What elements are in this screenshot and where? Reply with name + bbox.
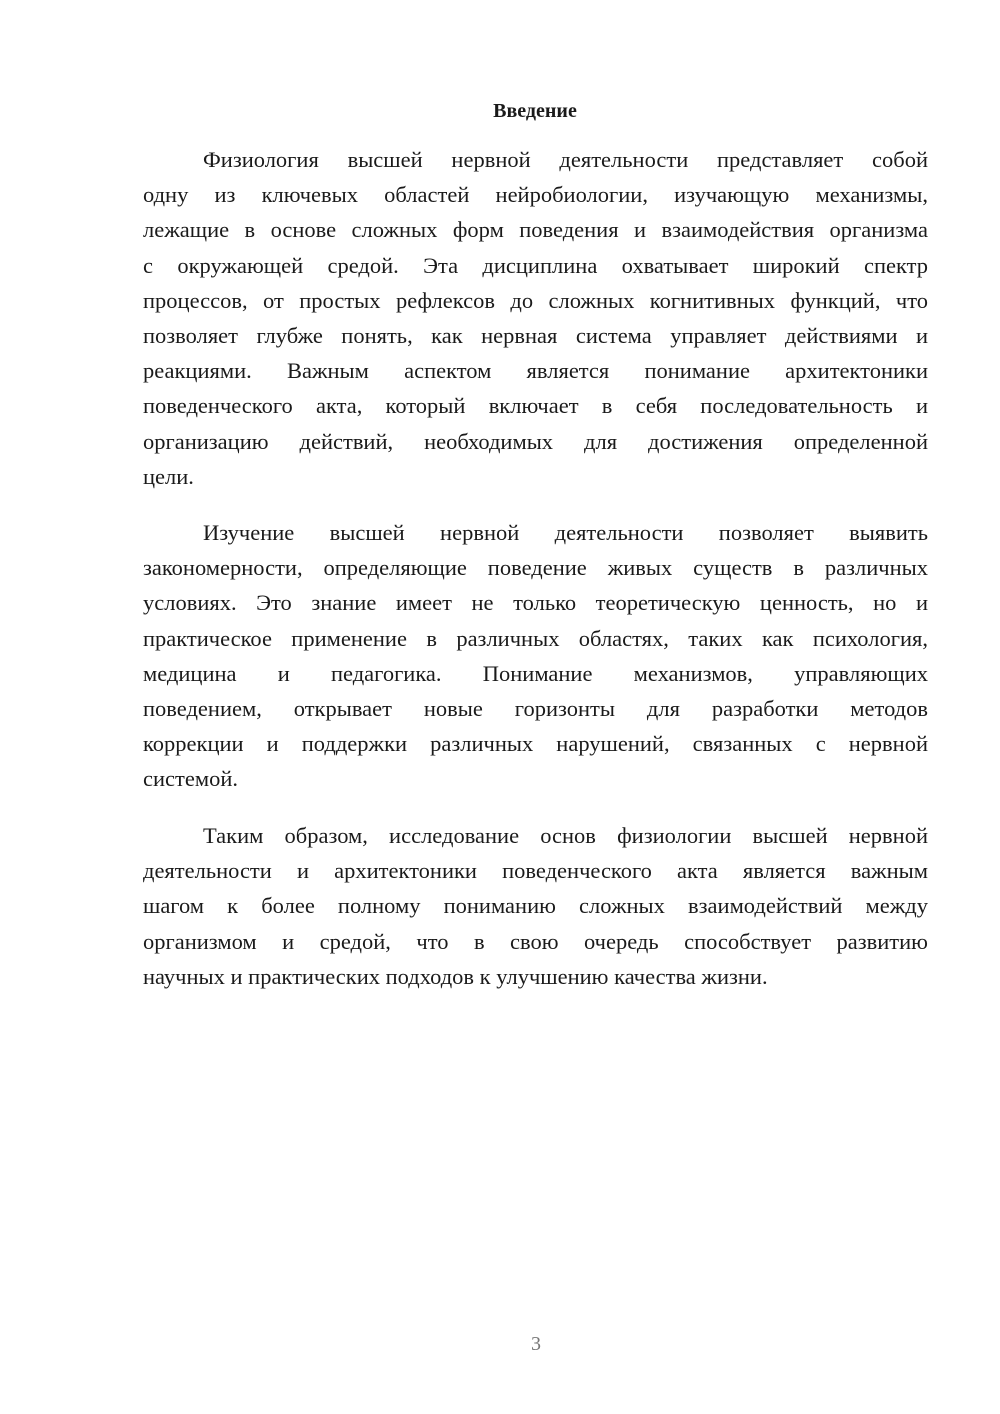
text-line: Физиология высшей нервной деятельности представляет собой xyxy=(203,147,928,172)
text-line: цели. xyxy=(143,463,194,489)
text-line: шагом к более полному пониманию сложных взаимодействий между xyxy=(143,893,928,919)
text-line: деятельности и архитектоники поведенческого акта является важным xyxy=(143,858,928,884)
text-line: лежащие в основе сложных форм поведения и взаимодействия организма xyxy=(143,217,928,243)
paragraph-1 xyxy=(143,142,928,494)
text-line: поведенческого акта, который включает в себя последовательность и xyxy=(143,393,928,419)
paragraph-2 xyxy=(143,515,928,797)
text-line: процессов, от простых рефлексов до сложных когнитивных функций, что xyxy=(143,287,928,313)
text-line: с окружающей средой. Эта дисциплина охватывает широкий спектр xyxy=(143,252,928,278)
text-line: системой. xyxy=(143,766,238,792)
text-line: Таким образом, исследование основ физиологии высшей нервной xyxy=(203,823,928,848)
text-line: позволяет глубже понять, как нервная система управляет действиями и xyxy=(143,322,928,348)
text-line: реакциями. Важным аспектом является понимание архитектоники xyxy=(143,358,928,384)
text-line: научных и практических подходов к улучшению качества жизни. xyxy=(143,963,768,989)
text-line: организацию действий, необходимых для достижения определенной xyxy=(143,428,928,454)
text-line: коррекции и поддержки различных нарушений, связанных с нервной xyxy=(143,731,928,757)
text-line: закономерности, определяющие поведение живых существ в различных xyxy=(143,555,928,581)
text-line: одну из ключевых областей нейробиологии, изучающую механизмы, xyxy=(143,182,928,208)
text-line: условиях. Это знание имеет не только теоретическую ценность, но и xyxy=(143,590,928,616)
paragraph-3 xyxy=(143,818,928,994)
text-line: медицина и педагогика. Понимание механизмов, управляющих xyxy=(143,660,928,686)
text-line: практическое применение в различных областях, таких как психология, xyxy=(143,625,928,651)
section-heading: Введение xyxy=(493,100,577,122)
text-line: организмом и средой, что в свою очередь способствует развитию xyxy=(143,928,928,954)
text-line: Изучение высшей нервной деятельности позволяет выявить xyxy=(203,520,928,545)
page-number: 3 xyxy=(531,1333,541,1355)
text-line: поведением, открывает новые горизонты для разработки методов xyxy=(143,695,928,721)
